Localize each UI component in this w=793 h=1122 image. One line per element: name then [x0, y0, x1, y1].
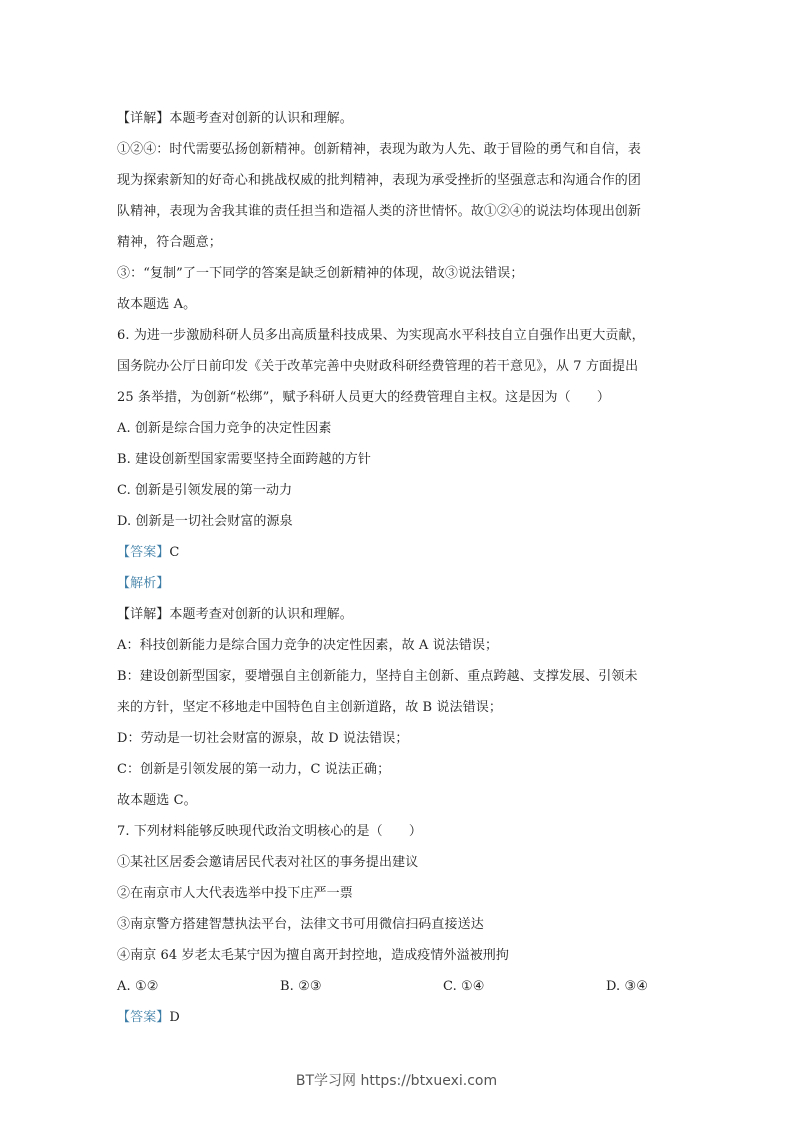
detail-line: B：建设创新型国家，要增强自主创新能力，坚持自主创新、重点跨越、支撑发展、引领未 — [117, 669, 638, 684]
detail-heading: 【详解】本题考查对创新的认识和理解。 — [117, 111, 353, 126]
option-d: D. 创新是一切社会财富的源泉 — [117, 514, 293, 529]
option-b: B. ②③ — [280, 979, 322, 994]
detail-line: 来的方针，坚定不移地走中国特色自主创新道路，故 B 说法错误； — [117, 700, 502, 715]
detail-line: 精神，符合题意； — [117, 235, 222, 250]
answer-value: D — [169, 1010, 180, 1025]
option-a: A. 创新是综合国力竞争的决定性因素 — [117, 421, 332, 436]
material-item: ③南京警方搭建智慧执法平台，法律文书可用微信扫码直接送达 — [117, 917, 484, 932]
material-item: ④南京 64 岁老太毛某宁因为擅自离开封控地，造成疫情外溢被刑拘 — [117, 948, 510, 963]
answer-value: C — [169, 545, 180, 560]
footer-watermark: BT学习网 https://btxuexi.com — [295, 1073, 498, 1089]
detail-line: D：劳动是一切社会财富的源泉，故 D 说法错误； — [117, 731, 409, 746]
analysis-heading — [117, 568, 683, 599]
detail-line: A：科技创新能力是综合国力竞争的决定性因素，故 A 说法错误； — [117, 638, 499, 653]
option-c: C. 创新是引领发展的第一动力 — [117, 483, 293, 498]
question-6-stem: 国务院办公厅日前印发《关于改革完善中央财政科研经费管理的若干意见》，从 7 方面提出 — [117, 359, 639, 374]
option-c: C. ①④ — [443, 979, 485, 994]
document-page — [117, 103, 683, 1033]
material-item: ②在南京市人大代表选举中投下庄严一票 — [117, 886, 353, 901]
question-6-stem: 25 条举措，为创新“松绑”，赋予科研人员更大的经费管理自主权。这是因为（ ） — [117, 390, 610, 405]
question-7-stem: 7. 下列材料能够反映现代政治文明核心的是（ ） — [117, 824, 423, 839]
detail-conclusion: 故本题选 A。 — [117, 297, 197, 312]
detail-line: 现为探索新知的好奇心和挑战权威的批判精神，表现为承受挫折的坚强意志和沟通合作的团 — [117, 173, 642, 188]
material-item: ①某社区居委会邀请居民代表对社区的事务提出建议 — [117, 855, 419, 870]
detail-line: ①②④：时代需要弘扬创新精神。创新精神，表现为敢为人先、敢于冒险的勇气和自信，表 — [117, 142, 642, 157]
detail-tag: 【详解】 — [117, 111, 170, 126]
option-a: A. ①② — [117, 979, 159, 994]
analysis-tag: 【解析】 — [117, 576, 170, 591]
question-6-stem: 6. 为进一步激励科研人员多出高质量科技成果、为实现高水平科技自立自强作出更大贡献， — [117, 328, 645, 343]
answer-line — [117, 1002, 683, 1033]
detail-conclusion: 故本题选 C。 — [117, 793, 197, 808]
option-b: B. 建设创新型国家需要坚持全面跨越的方针 — [117, 452, 371, 467]
answer-line — [117, 537, 683, 568]
detail-line: C：创新是引领发展的第一动力，C 说法正确； — [117, 762, 391, 777]
options-row — [117, 971, 683, 1002]
detail-tag: 【详解】 — [117, 607, 170, 622]
option-d: D. ③④ — [606, 979, 649, 994]
answer-tag: 【答案】 — [117, 1010, 170, 1025]
detail-line: ③：“复制”了一下同学的答案是缺乏创新精神的体现，故③说法错误； — [117, 266, 524, 281]
answer-tag: 【答案】 — [117, 545, 170, 560]
detail-heading: 【详解】本题考查对创新的认识和理解。 — [117, 607, 353, 622]
detail-line: 队精神，表现为舍我其谁的责任担当和造福人类的济世情怀。故①②④的说法均体现出创新 — [117, 204, 642, 219]
